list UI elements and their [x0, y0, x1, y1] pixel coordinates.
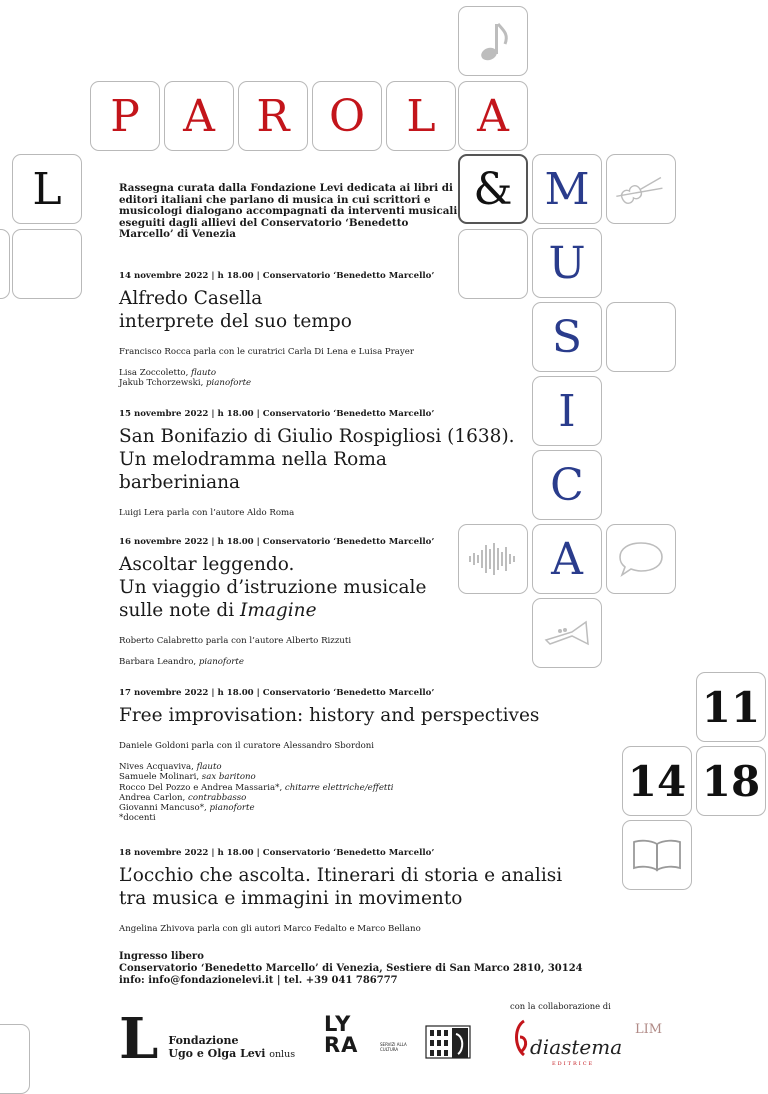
diastema-sub: EDITRICE — [552, 1061, 595, 1067]
title-italic: Imagine — [240, 600, 317, 621]
musica-tile-1 — [532, 154, 602, 224]
performer-role: chitarre elettriche/effetti — [284, 782, 394, 793]
speech-bubble-tile — [606, 524, 676, 594]
info-block — [119, 951, 583, 987]
levi-text — [168, 1034, 295, 1061]
open-book-icon — [630, 836, 684, 874]
speech-bubble-icon — [616, 539, 666, 579]
lim-logo — [635, 1022, 662, 1037]
event-title — [119, 704, 579, 727]
performer — [119, 803, 579, 813]
building-logo-icon — [424, 1020, 472, 1060]
title-line: Ascoltar leggendo. — [119, 554, 295, 575]
info-free-entry: Ingresso libero — [119, 951, 204, 962]
event-3 — [119, 537, 579, 667]
date-tile-11 — [696, 672, 766, 742]
performer-name: Samuele Molinari, — [119, 772, 202, 783]
music-note-icon — [473, 16, 513, 66]
levi-mark: L — [119, 1006, 159, 1072]
event-title — [119, 425, 579, 494]
event-speakers: Luigi Lera parla con l’autore Aldo Roma — [119, 508, 295, 518]
lyra-bottom: RA — [324, 1033, 359, 1057]
event-5 — [119, 848, 579, 934]
fondazione-levi-logo — [119, 1006, 296, 1072]
date-number: 18 — [701, 756, 761, 806]
ampersand: & — [473, 163, 513, 215]
performer-role: flauto — [196, 762, 222, 773]
event-1 — [119, 271, 579, 389]
musica-letter: M — [544, 163, 590, 215]
title-line: Alfredo Casella — [119, 288, 263, 309]
event-note: *docenti — [119, 813, 156, 824]
event-date: 17 novembre 2022 | h 18.00 | Conservatorio ‘Benedetto Marcello’ — [119, 688, 435, 698]
levi-suffix: onlus — [269, 1049, 296, 1060]
l-letter: L — [32, 163, 62, 215]
title-line: Un viaggio d’istruzione musicale — [119, 577, 427, 598]
intro-text: Rassegna curata dalla Fondazione Levi dedicata ai libri di editori italiani che parlano di musica in cui scrittori e musicologi dialogano accompagnati da interventi musicali eseguiti dagli allievi del Conservatorio ‘Benedetto Marcello’ di Venezia — [119, 182, 458, 241]
lyra-small: SERVIZI ALLA CULTURA — [380, 1042, 407, 1052]
title-line: Un melodramma nella Roma — [119, 449, 387, 470]
parola-tile-2 — [164, 81, 234, 151]
title-line — [119, 599, 579, 622]
title-line: Free improvisation: history and perspectives — [119, 705, 540, 726]
event-date: 15 novembre 2022 | h 18.00 | Conservatorio ‘Benedetto Marcello’ — [119, 409, 435, 419]
parola-letter: L — [406, 90, 436, 142]
empty-tile — [0, 229, 10, 299]
musica-letter: C — [550, 459, 584, 511]
title-line: San Bonifazio di Giulio Rospigliosi (1638). — [119, 426, 515, 447]
book-tile — [622, 820, 692, 890]
performer-name: Rocco Del Pozzo e Andrea Massaria*, — [119, 782, 285, 793]
event-2 — [119, 409, 579, 518]
title-line: L’occhio che ascolta. Itinerari di storia e analisi — [119, 865, 563, 886]
event-date: 16 novembre 2022 | h 18.00 | Conservatorio ‘Benedetto Marcello’ — [119, 537, 435, 547]
ampersand-tile — [458, 154, 528, 224]
event-speakers: Roberto Calabretto parla con l’autore Alberto Rizzuti — [119, 636, 352, 646]
date-tile-14 — [622, 746, 692, 816]
event-title — [119, 287, 579, 333]
event-speakers: Daniele Goldoni parla con il curatore Alessandro Sbordoni — [119, 741, 375, 751]
diastema-word: diastema — [530, 1035, 623, 1059]
event-date: 14 novembre 2022 | h 18.00 | Conservatorio ‘Benedetto Marcello’ — [119, 271, 435, 281]
performer-role: pianoforte — [206, 378, 252, 389]
performer — [119, 378, 579, 388]
event-title — [119, 553, 579, 622]
empty-tile — [606, 302, 676, 372]
parola-tile-6 — [458, 81, 528, 151]
performer-role: pianoforte — [198, 657, 244, 668]
violin-tile — [606, 154, 676, 224]
performer-name: Lisa Zoccoletto, — [119, 368, 192, 379]
date-number: 14 — [627, 756, 687, 806]
performer — [119, 772, 579, 782]
event-speakers: Angelina Zhivova parla con gli autori Marco Fedalto e Marco Bellano — [119, 924, 421, 934]
info-address: Conservatorio ‘Benedetto Marcello’ di Venezia, Sestiere di San Marco 2810, 30124 — [119, 963, 583, 974]
lim-text: LIM — [635, 1022, 663, 1037]
parola-letter: P — [110, 90, 140, 142]
event-speakers: Francisco Rocca parla con le curatrici Carla Di Lena e Luisa Prayer — [119, 347, 414, 357]
performer-role: pianoforte — [209, 803, 255, 814]
performer-name: Barbara Leandro, — [119, 657, 199, 668]
l-tile — [12, 154, 82, 224]
title-line: interprete del suo tempo — [119, 311, 352, 332]
levi-line1: Fondazione — [168, 1034, 239, 1047]
parola-tile-5 — [386, 81, 456, 151]
performer-name: Jakub Tchorzewski, — [119, 378, 207, 389]
violin-icon — [614, 169, 668, 209]
musica-letter: U — [548, 237, 586, 289]
performer-name: Nives Acquaviva, — [119, 762, 197, 773]
parola-letter: R — [256, 90, 290, 142]
lyra-top: LY — [324, 1012, 352, 1036]
performer-name: Andrea Carlon, — [119, 792, 189, 803]
musica-letter: A — [551, 533, 583, 585]
event-4 — [119, 688, 579, 823]
parola-letter: A — [477, 90, 509, 142]
musica-letter: I — [558, 385, 576, 437]
lyra-logo — [324, 1012, 407, 1057]
title-line: barberiniana — [119, 472, 241, 493]
performer-role: sax baritono — [201, 772, 256, 783]
event-date: 18 novembre 2022 | h 18.00 | Conservatorio ‘Benedetto Marcello’ — [119, 848, 435, 858]
performer — [119, 368, 579, 378]
music-note-tile — [458, 6, 528, 76]
title-text: sulle note di — [119, 600, 241, 621]
performer-role: flauto — [191, 368, 217, 379]
performer — [119, 783, 579, 793]
parola-letter: O — [328, 90, 366, 142]
performer — [119, 657, 579, 667]
parola-tile-4 — [312, 81, 382, 151]
levi-line2-wrap — [168, 1047, 295, 1061]
musica-letter: S — [551, 311, 583, 363]
parola-tile-1 — [90, 81, 160, 151]
empty-tile — [0, 1024, 30, 1094]
event-title — [119, 864, 579, 910]
levi-line2: Ugo e Olga Levi — [168, 1047, 266, 1060]
performer-role: contrabbasso — [188, 792, 247, 803]
date-tile-18 — [696, 746, 766, 816]
performer — [119, 793, 579, 803]
performer — [119, 762, 579, 772]
parola-letter: A — [183, 90, 215, 142]
date-number: 11 — [701, 682, 761, 732]
empty-tile — [12, 229, 82, 299]
conservatorio-logo — [424, 1020, 472, 1064]
performer-name: Giovanni Mancuso*, — [119, 803, 210, 814]
info-contact: info: info@fondazionelevi.it | tel. +39 041 786777 — [119, 975, 398, 986]
collaboration-label: con la collaborazione di — [510, 1001, 611, 1011]
parola-tile-3 — [238, 81, 308, 151]
title-line: tra musica e immagini in movimento — [119, 888, 463, 909]
